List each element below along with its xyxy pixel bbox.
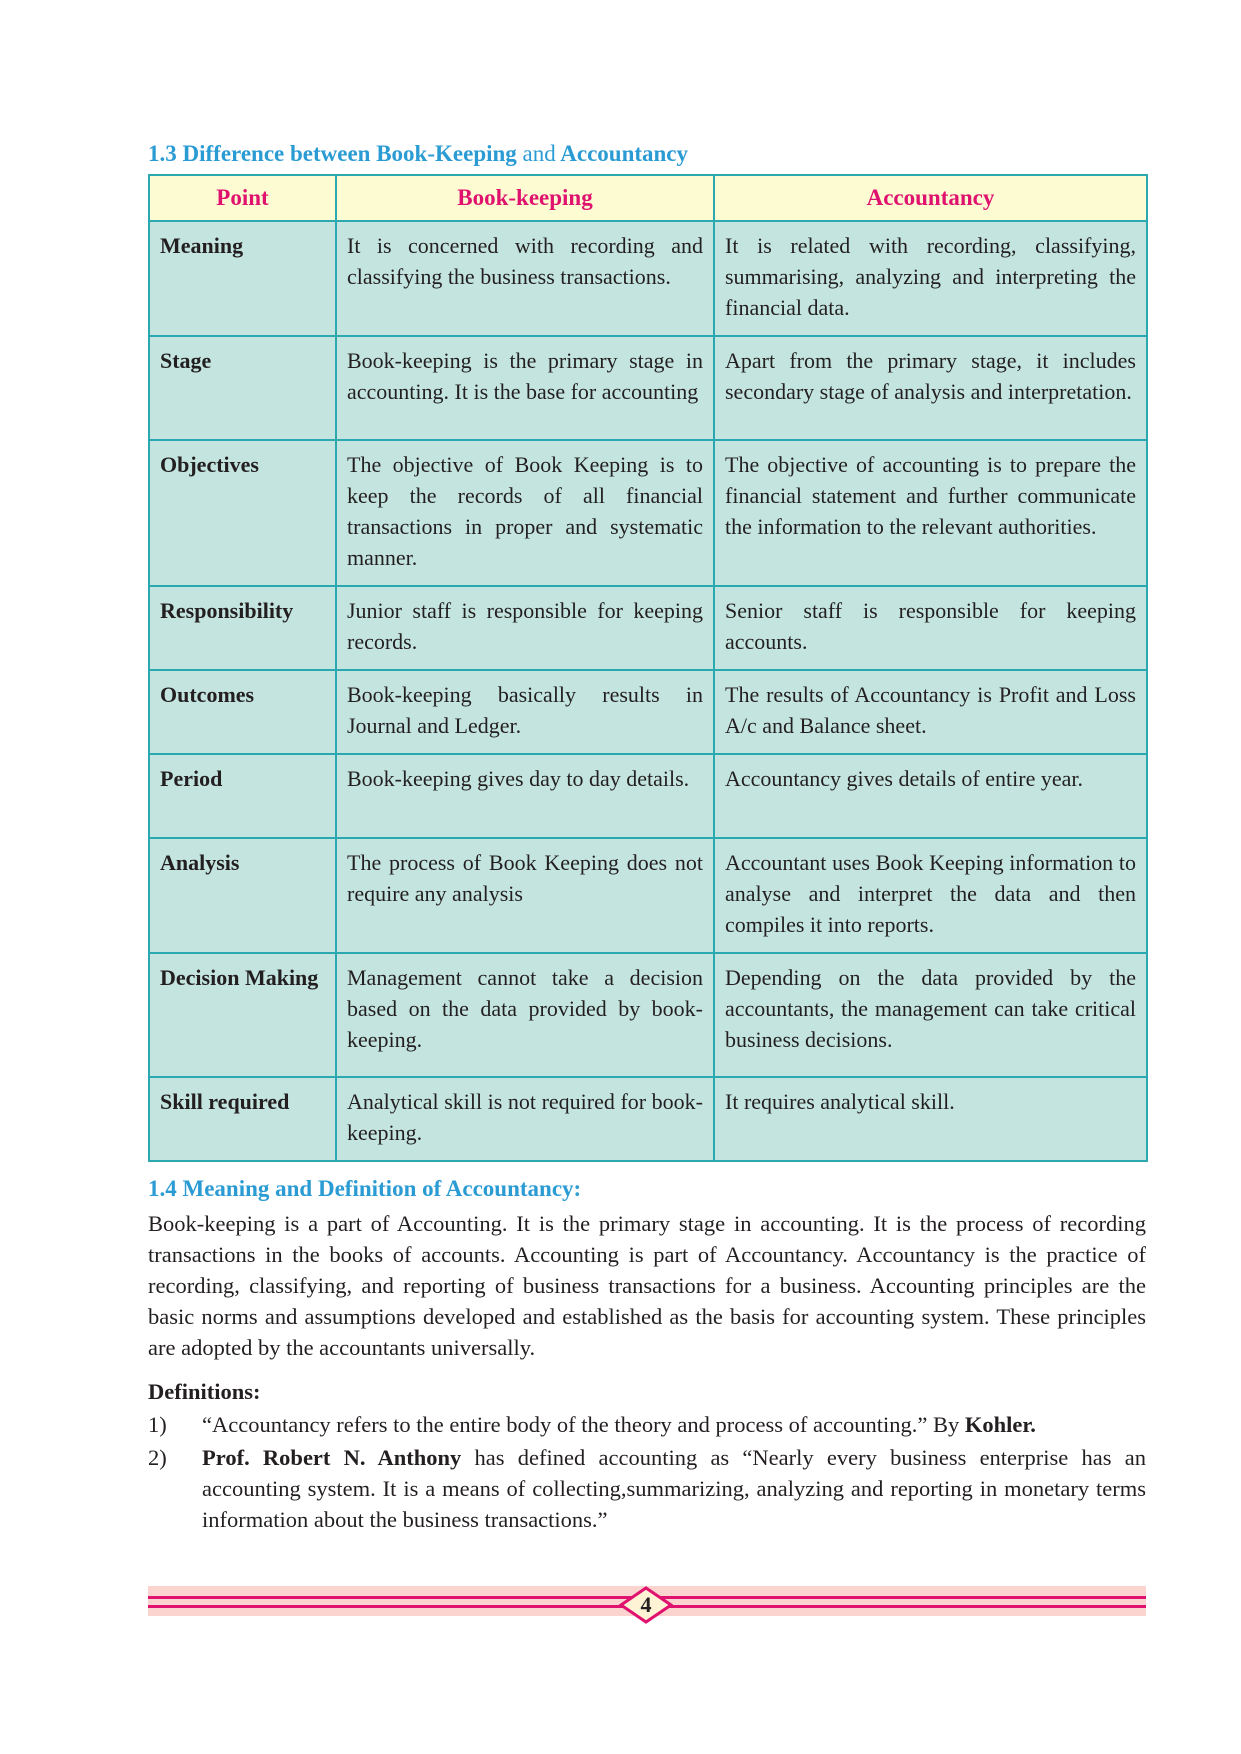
row-bookkeeping: The objective of Book Keeping is to keep the records of all financial transactions in proper and systematic manner.	[336, 440, 714, 586]
row-accountancy: It is related with recording, classifying, summarising, analyzing and interpreting the financial data.	[714, 221, 1147, 336]
definition-item	[148, 1409, 1146, 1440]
table-row	[149, 838, 1147, 953]
section-title-part-2: and	[522, 141, 556, 166]
table-row	[149, 754, 1147, 838]
section-title-part-1: 1.3 Difference between Book-Keeping	[148, 141, 517, 166]
table-row	[149, 336, 1147, 440]
definition-body: “Accountancy refers to the entire body of the theory and process of accounting.” By	[202, 1411, 965, 1437]
definition-author: Kohler.	[964, 1411, 1036, 1437]
definition-number: 2)	[148, 1444, 167, 1470]
definitions-title: Definitions:	[148, 1378, 261, 1404]
row-bookkeeping: Book-keeping is the primary stage in accounting. It is the base for accounting	[336, 336, 714, 440]
row-point: Meaning	[149, 221, 336, 336]
row-accountancy: The objective of accounting is to prepare the financial statement and further communicate the information to the relevant authorities.	[714, 440, 1147, 586]
row-point: Analysis	[149, 838, 336, 953]
definition-author: Prof. Robert N. Anthony	[202, 1444, 462, 1470]
table-row	[149, 1077, 1147, 1161]
table-row	[149, 440, 1147, 586]
row-accountancy: The results of Accountancy is Profit and Loss A/c and Balance sheet.	[714, 670, 1147, 754]
table-row	[149, 586, 1147, 670]
row-bookkeeping: Management cannot take a decision based on the data provided by book-keeping.	[336, 953, 714, 1077]
definition-body: has defined accounting as “Nearly every business enterprise has an accounting system. It is a means of collecting,summarizing, analyzing and reporting in monetary terms information about the business transactions.”	[202, 1444, 1146, 1532]
table-row	[149, 953, 1147, 1077]
row-accountancy: It requires analytical skill.	[714, 1077, 1147, 1161]
row-bookkeeping: Analytical skill is not required for book-keeping.	[336, 1077, 714, 1161]
definition-item	[148, 1442, 1146, 1535]
section-title-1-4: 1.4 Meaning and Definition of Accountancy:	[148, 1175, 582, 1201]
row-accountancy: Accountancy gives details of entire year.	[714, 754, 1147, 838]
section-title-part-3: Accountancy	[560, 141, 689, 166]
header-point: Point	[149, 175, 336, 221]
row-bookkeeping: The process of Book Keeping does not require any analysis	[336, 838, 714, 953]
row-point: Stage	[149, 336, 336, 440]
row-accountancy: Accountant uses Book Keeping information to analyse and interpret the data and then compiles it into reports.	[714, 838, 1147, 953]
table-row	[149, 221, 1147, 336]
row-point: Objectives	[149, 440, 336, 586]
row-point: Decision Making	[149, 953, 336, 1077]
page-footer	[148, 1586, 1146, 1624]
table-header-row	[149, 175, 1147, 221]
header-bookkeeping: Book-keeping	[336, 175, 714, 221]
row-accountancy: Senior staff is responsible for keeping accounts.	[714, 586, 1147, 670]
header-accountancy: Accountancy	[714, 175, 1147, 221]
row-accountancy: Apart from the primary stage, it includes secondary stage of analysis and interpretation.	[714, 336, 1147, 440]
definition-text	[202, 1409, 1146, 1440]
definition-text	[202, 1442, 1146, 1535]
row-point: Responsibility	[149, 586, 336, 670]
row-bookkeeping: It is concerned with recording and classifying the business transactions.	[336, 221, 714, 336]
row-bookkeeping: Junior staff is responsible for keeping records.	[336, 586, 714, 670]
row-point: Period	[149, 754, 336, 838]
definition-number: 1)	[148, 1411, 167, 1437]
row-point: Skill required	[149, 1077, 336, 1161]
page-content	[148, 140, 1146, 1537]
comparison-table	[148, 174, 1148, 1162]
row-accountancy: Depending on the data provided by the accountants, the management can take critical business decisions.	[714, 953, 1147, 1077]
row-bookkeeping: Book-keeping basically results in Journal and Ledger.	[336, 670, 714, 754]
table-row	[149, 670, 1147, 754]
row-point: Outcomes	[149, 670, 336, 754]
page-number: 4	[640, 1592, 652, 1617]
section-title-1-3	[148, 140, 1146, 168]
section-1-4-paragraph: Book-keeping is a part of Accounting. It is the primary stage in accounting. It is the process of recording transactions in the books of accounts. Accounting is part of Accountancy. Accountancy is the practice of recording, classifying, and reporting of business transactions for a business. Accounting principles are the basic norms and assumptions developed and established as the basis for accounting system. These principles are adopted by the accountants universally.	[148, 1210, 1146, 1360]
row-bookkeeping: Book-keeping gives day to day details.	[336, 754, 714, 838]
